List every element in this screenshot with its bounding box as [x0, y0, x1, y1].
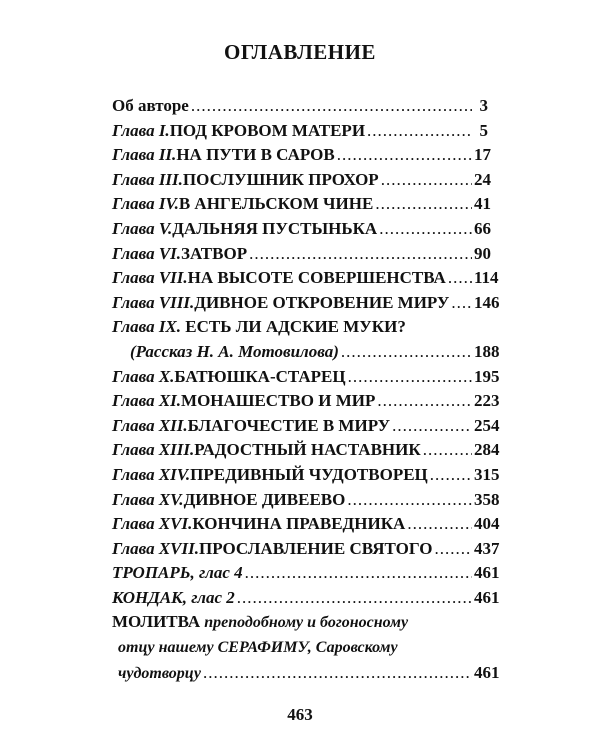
entry-page: 461 [474, 563, 500, 583]
chapter-label: Глава I. [112, 120, 170, 140]
leader-dots [423, 440, 472, 460]
toc-entry-chapter-11[interactable] [112, 391, 500, 411]
toc-entry-chapter-6[interactable] [112, 243, 491, 264]
chapter-label: Глава V. [112, 218, 173, 238]
chapter-label: Глава XI. [112, 391, 182, 411]
leader-dots [337, 145, 472, 165]
entry-title: ПОСЛУШНИК ПРОХОР [182, 169, 379, 189]
entry-subtitle: (Рассказ Н. А. Мотовилова) [130, 341, 339, 361]
prayer-line-2: отцу нашему СЕРАФИМУ, Саровскому [118, 639, 398, 657]
entry-page: 41 [474, 194, 491, 214]
toc-entry-chapter-9[interactable] [112, 317, 488, 337]
page-number: 463 [287, 705, 313, 724]
entry-page: 24 [474, 169, 491, 189]
entry-page: 254 [474, 415, 500, 435]
leader-dots [379, 219, 472, 239]
chapter-label: Глава XVII. [112, 538, 199, 558]
leader-dots [348, 367, 472, 387]
toc-entry-chapter-16[interactable] [112, 514, 500, 534]
prayer-line-3: чудотворцу [118, 664, 201, 682]
entry-page: 461 [474, 587, 500, 607]
toc-entry-about-author[interactable] [112, 96, 488, 116]
entry-title: БАТЮШКА-СТАРЕЦ [174, 366, 346, 386]
entry-title: МОНАШЕСТВО И МИР [181, 391, 376, 411]
toc-entry-chapter-10[interactable] [112, 366, 500, 387]
chapter-label: Глава XIV. [112, 464, 191, 484]
chapter-label: Глава VIII. [112, 292, 195, 312]
leader-dots [341, 342, 472, 362]
entry-title: ДИВНОЕ ОТКРОВЕНИЕ МИРУ [194, 292, 450, 312]
entry-title: РАДОСТНЫЙ НАСТАВНИК [194, 440, 421, 460]
toc-entry-chapter-4[interactable] [112, 194, 491, 214]
chapter-label: Глава III. [112, 169, 183, 189]
leader-dots [392, 416, 472, 436]
chapter-label: Глава XV. [112, 489, 184, 509]
toc-entry-chapter-15[interactable] [112, 489, 500, 510]
leader-dots [430, 465, 472, 485]
entry-title: ЕСТЬ ЛИ АДСКИЕ МУКИ? [181, 317, 406, 337]
leader-dots [407, 514, 472, 534]
toc-entry-chapter-1[interactable] [112, 121, 488, 141]
prayer-line-3-row[interactable] [112, 662, 500, 684]
leader-dots [203, 663, 472, 683]
entry-page: 3 [479, 96, 488, 115]
chapter-label: Глава VII. [112, 268, 188, 288]
leader-dots [191, 96, 472, 116]
leader-dots [367, 121, 472, 141]
toc-entry-chapter-17[interactable] [112, 538, 500, 559]
entry-title: ПОД КРОВОМ МАТЕРИ [169, 120, 366, 140]
entry-page: 17 [474, 145, 491, 165]
leader-dots [347, 490, 472, 510]
toc-entry-chapter-2[interactable] [112, 145, 491, 165]
chapter-label: Глава X. [112, 366, 175, 386]
leader-dots [377, 391, 472, 411]
entry-title: ДИВНОЕ ДИВЕЕВО [183, 489, 346, 509]
toc-entry-chapter-3[interactable] [112, 169, 491, 190]
entry-page: 195 [474, 366, 500, 386]
toc-entry-chapter-7[interactable] [112, 268, 499, 288]
entry-title: ПРЕДИВНЫЙ ЧУДОТВОРЕЦ [190, 464, 428, 484]
chapter-label: Глава IV. [112, 194, 179, 214]
chapter-label: Глава VI. [112, 243, 182, 263]
toc-entry-chapter-5[interactable] [112, 218, 491, 239]
toc-entry-chapter-12[interactable] [112, 415, 500, 436]
leader-dots [381, 170, 472, 190]
chapter-label: Глава II. [112, 145, 177, 165]
leader-dots [237, 588, 472, 608]
entry-page: 358 [474, 489, 500, 509]
entry-page: 90 [474, 243, 491, 263]
entry-page: 315 [474, 464, 500, 484]
toc-entry-prayer[interactable] [112, 612, 488, 633]
leader-dots [249, 244, 472, 264]
toc-entry-chapter-9-subtitle[interactable] [112, 341, 500, 362]
chapter-label: Глава IX. [112, 317, 182, 337]
entry-title: ДАЛЬНЯЯ ПУСТЫНЬКА [172, 218, 378, 238]
prayer-line-1: преподобному и богоносному [200, 614, 409, 632]
chapter-label: Глава XII. [112, 415, 188, 435]
entry-title: НА ВЫСОТЕ СОВЕРШЕНСТВА [187, 268, 446, 288]
entry-title: Об авторе [112, 96, 189, 115]
page-title: ОГЛАВЛЕНИЕ [224, 40, 376, 64]
chapter-label: Глава XVI. [112, 514, 193, 534]
entry-page: 404 [474, 514, 500, 534]
toc-entry-chapter-13[interactable] [112, 440, 500, 460]
leader-dots [448, 268, 472, 288]
entry-page: 461 [474, 662, 500, 682]
entry-page: 146 [474, 292, 500, 312]
toc-entry-chapter-8[interactable] [112, 292, 500, 313]
entry-title: НА ПУТИ В САРОВ [176, 145, 335, 165]
table-of-contents [112, 96, 500, 688]
toc-entry-chapter-14[interactable] [112, 464, 500, 485]
prayer-heading: МОЛИТВА [112, 612, 201, 632]
entry-page: 114 [474, 268, 499, 288]
entry-title: КОНЧИНА ПРАВЕДНИКА [192, 514, 406, 534]
leader-dots [245, 563, 472, 583]
entry-page: 5 [479, 120, 488, 140]
toc-entry-kontakion[interactable] [112, 587, 500, 608]
leader-dots [451, 293, 472, 313]
entry-page: 284 [474, 440, 500, 460]
entry-title: ЗАТВОР [181, 243, 248, 263]
entry-title: ТРОПАРЬ, глас 4 [112, 563, 243, 583]
entry-title: В АНГЕЛЬСКОМ ЧИНЕ [178, 194, 374, 214]
entry-title: КОНДАК, глас 2 [112, 587, 235, 607]
leader-dots [375, 194, 472, 214]
entry-page: 66 [474, 218, 491, 238]
entry-title: ПРОСЛАВЛЕНИЕ СВЯТОГО [198, 538, 433, 558]
entry-title: БЛАГОЧЕСТИЕ В МИРУ [187, 415, 391, 435]
entry-page: 223 [474, 391, 500, 411]
chapter-label: Глава XIII. [112, 440, 195, 460]
entry-page: 188 [474, 341, 500, 361]
toc-entry-troparion[interactable] [112, 563, 500, 583]
entry-page: 437 [474, 538, 500, 558]
leader-dots [434, 539, 472, 559]
